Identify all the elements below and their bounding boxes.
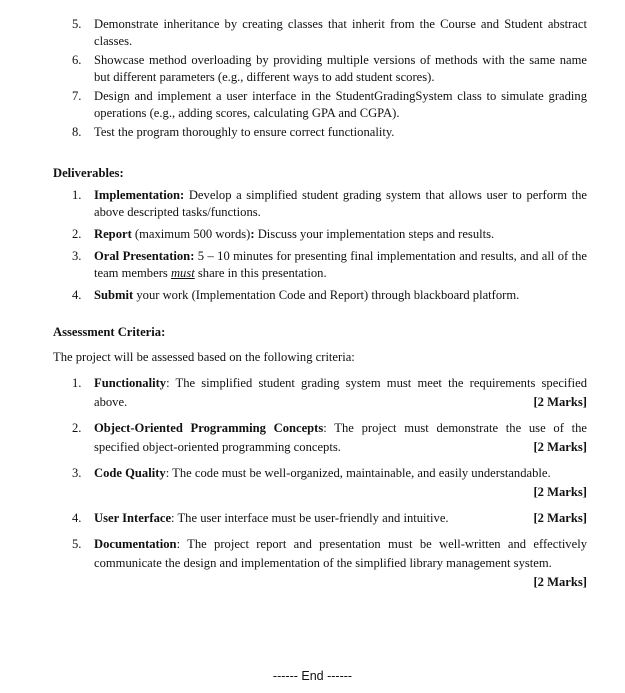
criteria-text: : The user interface must be user-friendly and intuitive. [171, 511, 449, 525]
list-number: 2. [72, 227, 82, 241]
deliverable-label: Implementation: [94, 188, 185, 202]
criteria-item [0, 374, 625, 412]
task-item [0, 52, 625, 86]
list-number: 4. [72, 288, 82, 302]
task-text: Demonstrate inheritance by creating classes that inherit from the Course and Student abstract classes. [94, 17, 587, 48]
criteria-item [0, 464, 625, 502]
criteria-item [0, 509, 625, 528]
deliverable-text: share in this presentation. [194, 266, 327, 280]
deliverable-text: your work (Implementation Code and Report) through blackboard platform. [133, 288, 520, 302]
assessment-list [0, 374, 625, 592]
criteria-label: Functionality [94, 376, 167, 390]
deliverable-text: Develop a simplified student grading system that allows user to perform the above descripted tasks/functions. [94, 188, 587, 219]
list-number: 5. [72, 537, 82, 551]
deliverable-item [0, 226, 625, 243]
list-number: 4. [72, 511, 82, 525]
list-number: 6. [72, 53, 82, 67]
criteria-label: User Interface [94, 511, 172, 525]
deliverable-label: Oral Presentation: [94, 249, 195, 263]
deliverable-label: Report [94, 227, 132, 241]
criteria-label: Documentation [94, 537, 177, 551]
emphasis-text: must [170, 266, 195, 280]
task-text: Design and implement a user interface in the StudentGradingSystem class to simulate grading operations (e.g., adding scores, calculating GPA and CGPA). [94, 89, 587, 120]
deliverables-list [0, 187, 625, 304]
criteria-text: : The project must demonstrate the use of the specified object-oriented programming concepts. [94, 421, 587, 454]
task-list [0, 16, 625, 143]
list-number: 3. [72, 249, 82, 263]
criteria-item [0, 419, 625, 457]
criteria-label: Code Quality [94, 466, 166, 480]
list-number: 2. [72, 421, 82, 435]
list-number: 1. [72, 188, 82, 202]
list-number: 3. [72, 466, 82, 480]
criteria-item [0, 535, 625, 592]
criteria-text: : The code must be well-organized, maintainable, and easily understandable. [165, 466, 551, 480]
task-text: Test the program thoroughly to ensure correct functionality. [94, 125, 395, 139]
list-number: 7. [72, 89, 82, 103]
deliverable-label: Submit [94, 288, 134, 302]
criteria-text: : The simplified student grading system must meet the requirements specified above. [94, 376, 587, 409]
deliverable-colon: : [250, 227, 255, 241]
assessment-heading: Assessment Criteria: [53, 325, 166, 339]
deliverables-heading: Deliverables: [53, 166, 124, 180]
deliverable-item [0, 248, 625, 282]
criteria-text: : The project report and presentation must be well-written and effectively communicate the design and implementation of the simplified library management system. [94, 537, 587, 570]
deliverable-item [0, 287, 625, 304]
list-number: 1. [72, 376, 82, 390]
task-item [0, 124, 625, 141]
end-marker: ------ End ------ [272, 669, 353, 683]
deliverable-item [0, 187, 625, 221]
task-text: Showcase method overloading by providing multiple versions of methods with the same name but different parameters (e.g., different ways to add student scores). [94, 53, 587, 84]
list-number: 8. [72, 125, 82, 139]
task-item [0, 88, 625, 122]
marks-label: [2 Marks] [533, 511, 587, 525]
deliverable-text: 5 – 10 minutes for presenting final implementation and results, and all of the team members [94, 249, 587, 280]
assessment-intro: The project will be assessed based on the following criteria: [53, 350, 355, 364]
list-number: 5. [72, 17, 82, 31]
criteria-label: Object-Oriented Programming Concepts [94, 421, 324, 435]
deliverable-text: Discuss your implementation steps and results. [254, 227, 495, 241]
marks-label: [2 Marks] [533, 440, 587, 454]
task-item [0, 16, 625, 50]
marks-label: [2 Marks] [533, 395, 587, 409]
marks-label: [2 Marks] [533, 485, 587, 499]
marks-label: [2 Marks] [533, 575, 587, 589]
deliverable-text: (maximum 500 words) [131, 227, 251, 241]
